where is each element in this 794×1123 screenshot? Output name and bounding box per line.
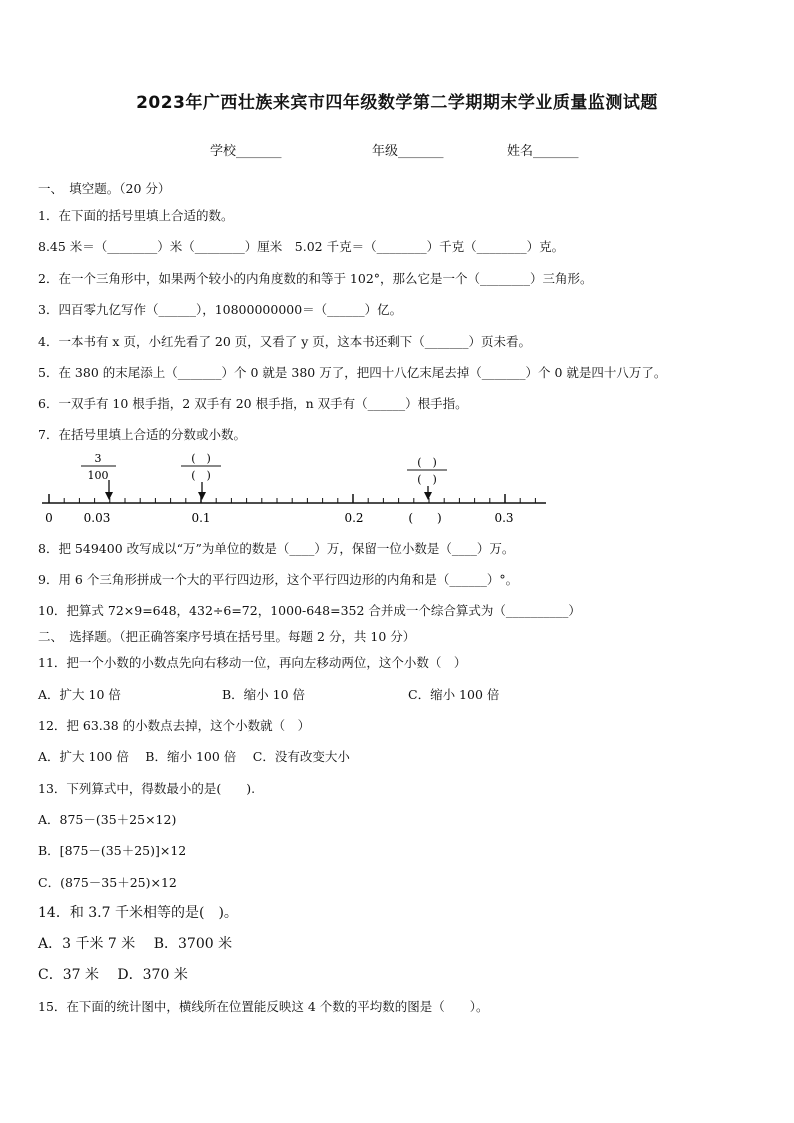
arrow-down-icon [198,492,206,500]
number-line-figure [36,450,556,530]
blank-fraction-numerator: ( ) [191,452,211,465]
question-3: 3．四百零九亿写作（______），10800000000＝（______）亿。 [38,302,403,317]
section-choice: 二、 选择题。（把正确答案序号填在括号里。每题 2 分，共 10 分） [38,629,416,644]
label-0-03: 0.03 [83,511,111,525]
question-13-option-c: C．(875－35＋25)×12 [38,875,177,890]
blank-fraction-denominator: ( ) [417,473,437,486]
question-2: 2．在一个三角形中，如果两个较小的内角度数的和等于 102°，那么它是一个（________）三角形。 [38,271,593,286]
question-7: 7．在括号里填上合适的分数或小数。 [38,427,246,442]
question-11-option-a: A．扩大 10 倍 [38,687,121,702]
label-0-3: 0.3 [494,511,514,525]
fraction-denominator: 100 [87,469,109,482]
question-11-option-c: C．缩小 100 倍 [408,687,500,702]
number-line-ticks [49,494,535,503]
question-12-options: A．扩大 100 倍 B．缩小 100 倍 C．没有改变大小 [38,749,350,764]
question-1-blanks: 8.45 米＝（________）米（________）厘米 5.02 千克＝（________）千克（________）克。 [38,239,565,254]
question-14-options-cd: C．37 米 D．370 米 [38,967,188,983]
name-field: 姓名_______ [507,144,579,159]
question-6: 6．一双手有 10 根手指，2 双手有 20 根手指，n 双手有（______）根手指。 [38,396,468,411]
question-13-option-a: A．875－(35＋25×12) [38,812,177,827]
question-14-options-ab: A．3 千米 7 米 B．3700 米 [38,936,233,952]
blank-fraction-denominator: ( ) [191,469,211,482]
fraction-numerator: 3 [94,452,102,465]
question-12: 12．把 63.38 的小数点去掉，这个小数就（ ） [38,718,311,733]
section-fill-in: 一、 填空题。（20 分） [38,181,171,196]
arrow-down-icon [424,492,432,500]
grade-field: 年级_______ [372,144,444,159]
question-14: 14．和 3.7 千米相等的是( )。 [38,905,238,921]
question-13: 13．下列算式中，得数最小的是( ). [38,781,256,796]
question-9: 9．用 6 个三角形拼成一个大的平行四边形，这个平行四边形的内角和是（______）°。 [38,572,519,587]
question-4: 4．一本书有 x 页，小红先看了 20 页，又看了 y 页，这本书还剩下（_______）页未看。 [38,334,532,349]
question-5: 5．在 380 的末尾添上（_______）个 0 就是 380 万了，把四十八亿末尾去掉（_______）个 0 就是四十八万了。 [38,365,667,380]
question-1: 1．在下面的括号里填上合适的数。 [38,208,234,223]
page-title: 2023年广西壮族来宾市四年级数学第二学期期末学业质量监测试题 [136,93,658,113]
question-13-option-b: B．[875－(35＋25)]×12 [38,843,187,858]
label-blank: ( ) [408,511,442,525]
question-8: 8．把 549400 改写成以“万”为单位的数是（____）万，保留一位小数是（____）万。 [38,541,515,556]
arrow-down-icon [105,492,113,500]
label-0-1: 0.1 [191,511,211,525]
question-10: 10．把算式 72×9=648，432÷6=72，1000-648=352 合并成一个综合算式为（__________） [38,603,581,618]
label-0: 0 [45,511,53,525]
label-0-2: 0.2 [344,511,364,525]
blank-fraction-numerator: ( ) [417,456,437,469]
school-field: 学校_______ [210,144,282,159]
question-15: 15．在下面的统计图中，横线所在位置能反映这 4 个数的平均数的图是（ ）。 [38,999,489,1014]
question-11: 11．把一个小数的小数点先向右移动一位，再向左移动两位，这个小数（ ） [38,655,467,670]
question-11-option-b: B．缩小 10 倍 [222,687,306,702]
